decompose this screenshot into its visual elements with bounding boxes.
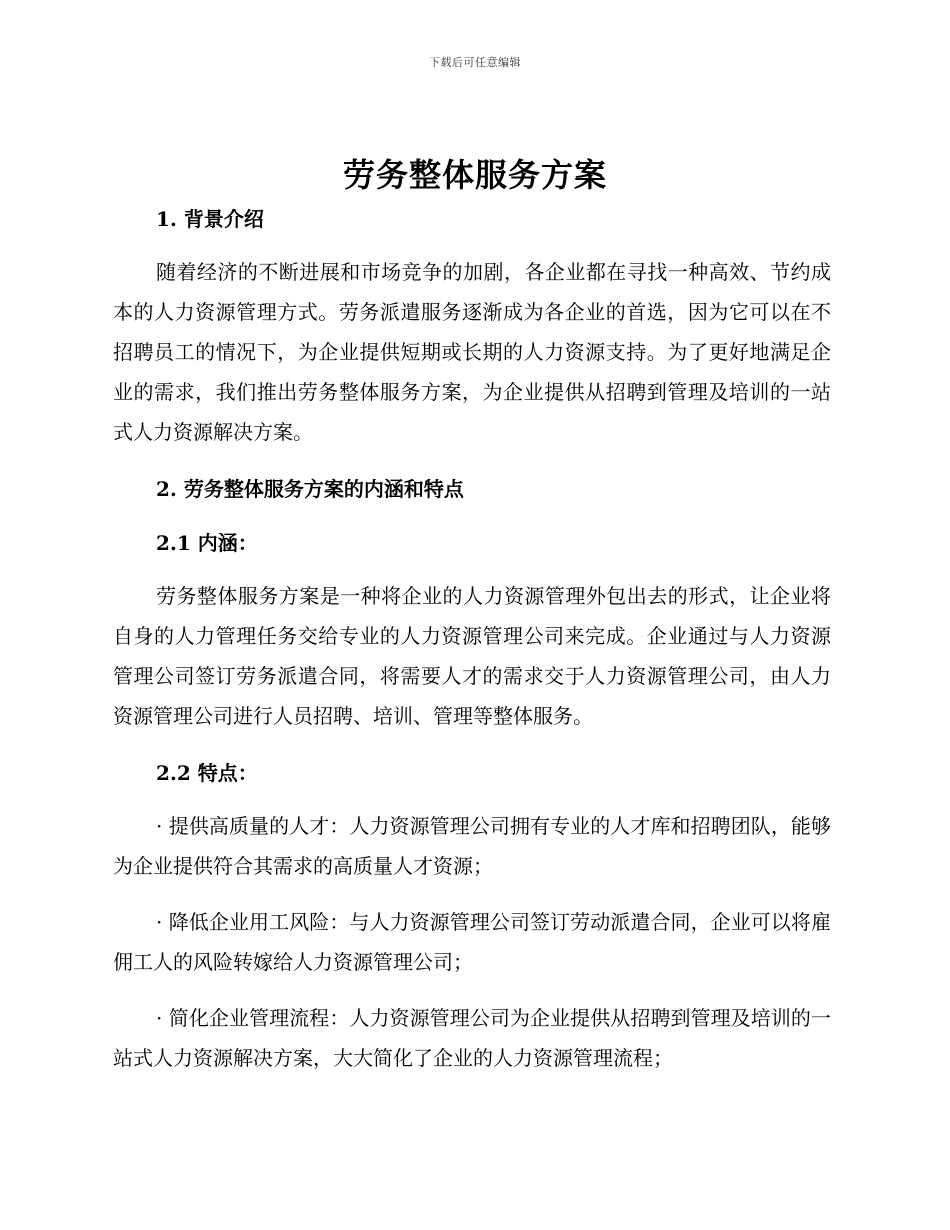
document-body: [113, 202, 831, 1078]
section-2-2-heading: 2.2 特点：: [156, 761, 258, 785]
section-1-paragraph: 随着经济的不断进展和市场竞争的加剧，各企业都在寻找一种高效、节约成本的人力资源管理方式。劳务派遣服务逐渐成为各企业的首选，因为它可以在不招聘员工的情况下，为企业提供短期或长期的人力资源支持。为了更好地满足企业的需求，我们推出劳务整体服务方案，为企业提供从招聘到管理及培训的一站式人力资源解决方案。: [113, 260, 831, 444]
header-note: 下载后可任意编辑: [429, 56, 521, 69]
bullet-item: · 提供高质量的人才：人力资源管理公司拥有专业的人才库和招聘团队，能够为企业提供符合其需求的高质量人才资源；: [113, 814, 831, 878]
section-2-heading: 2. 劳务整体服务方案的内涵和特点: [156, 477, 464, 501]
document-title: 劳务整体服务方案: [342, 156, 607, 194]
bullet-item: · 简化企业管理流程：人力资源管理公司为企业提供从招聘到管理及培训的一站式人力资源解决方案，大大简化了企业的人力资源管理流程；: [113, 1006, 831, 1070]
section-1-heading: 1. 背景介绍: [156, 207, 264, 231]
bullet-item: · 降低企业用工风险：与人力资源管理公司签订劳动派遣合同，企业可以将雇佣工人的风险转嫁给人力资源管理公司；: [113, 910, 831, 974]
section-2-1-heading: 2.1 内涵：: [156, 531, 258, 555]
section-2-1-paragraph: 劳务整体服务方案是一种将企业的人力资源管理外包出去的形式，让企业将自身的人力管理任务交给专业的人力资源管理公司来完成。企业通过与人力资源管理公司签订劳务派遣合同，将需要人才的需求交于人力资源管理公司，由人力资源管理公司进行人员招聘、培训、管理等整体服务。: [113, 584, 831, 728]
